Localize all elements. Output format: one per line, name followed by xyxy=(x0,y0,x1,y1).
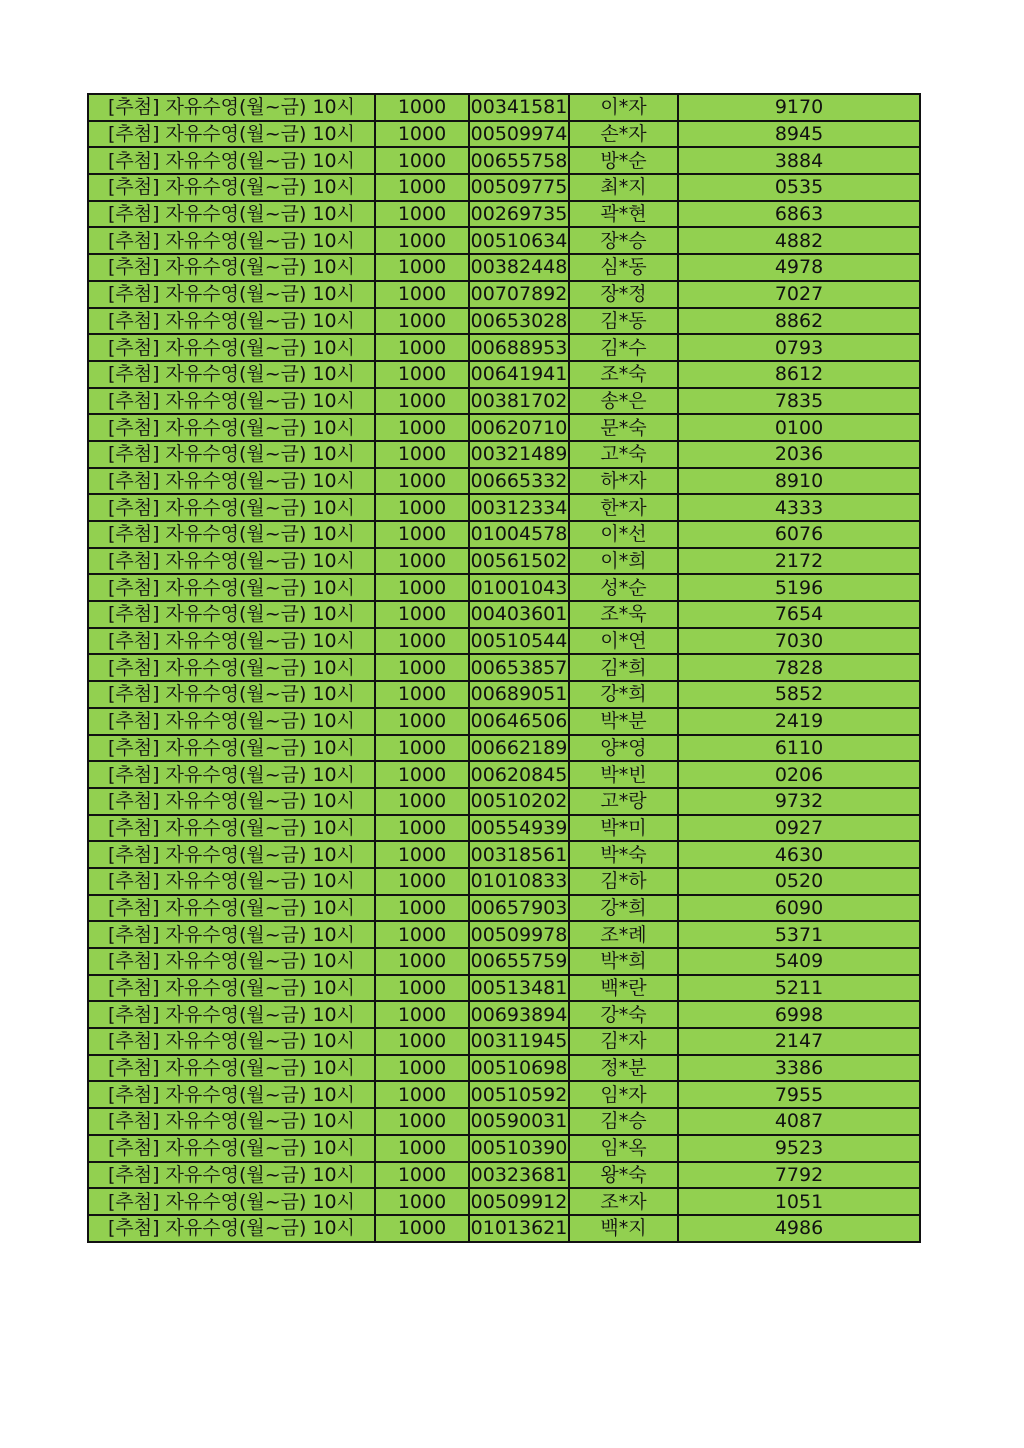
fee-cell: 1000 xyxy=(375,1162,469,1189)
phone-last4-cell: 6076 xyxy=(678,521,920,548)
masked-name-cell: 이*자 xyxy=(569,94,678,121)
table-row xyxy=(88,414,920,441)
fee-cell: 1000 xyxy=(375,1001,469,1028)
phone-last4-cell: 8910 xyxy=(678,468,920,495)
fee-cell: 1000 xyxy=(375,708,469,735)
fee-cell: 1000 xyxy=(375,681,469,708)
member-number-cell: 00646506 xyxy=(469,708,569,735)
program-cell: [추첨] 자유수영(월~금) 10시 xyxy=(88,121,375,148)
fee-cell: 1000 xyxy=(375,654,469,681)
phone-last4-cell: 4978 xyxy=(678,254,920,281)
program-cell: [추첨] 자유수영(월~금) 10시 xyxy=(88,708,375,735)
table-row xyxy=(88,1215,920,1242)
phone-last4-cell: 4630 xyxy=(678,841,920,868)
fee-cell: 1000 xyxy=(375,468,469,495)
phone-last4-cell: 7654 xyxy=(678,601,920,628)
table-row xyxy=(88,521,920,548)
phone-last4-cell: 0927 xyxy=(678,815,920,842)
fee-cell: 1000 xyxy=(375,601,469,628)
table-row xyxy=(88,227,920,254)
fee-cell: 1000 xyxy=(375,628,469,655)
member-number-cell: 00689051 xyxy=(469,681,569,708)
member-number-cell: 00641941 xyxy=(469,361,569,388)
table-row xyxy=(88,494,920,521)
program-cell: [추첨] 자유수영(월~금) 10시 xyxy=(88,1188,375,1215)
member-number-cell: 01013621 xyxy=(469,1215,569,1242)
phone-last4-cell: 0793 xyxy=(678,334,920,361)
table-row xyxy=(88,574,920,601)
program-cell: [추첨] 자유수영(월~금) 10시 xyxy=(88,735,375,762)
program-cell: [추첨] 자유수영(월~금) 10시 xyxy=(88,1055,375,1082)
program-cell: [추첨] 자유수영(월~금) 10시 xyxy=(88,788,375,815)
program-cell: [추첨] 자유수영(월~금) 10시 xyxy=(88,1162,375,1189)
table-row xyxy=(88,921,920,948)
masked-name-cell: 성*순 xyxy=(569,574,678,601)
phone-last4-cell: 5852 xyxy=(678,681,920,708)
masked-name-cell: 강*희 xyxy=(569,681,678,708)
member-number-cell: 00554939 xyxy=(469,815,569,842)
masked-name-cell: 강*숙 xyxy=(569,1001,678,1028)
program-cell: [추첨] 자유수영(월~금) 10시 xyxy=(88,1108,375,1135)
member-number-cell: 00510698 xyxy=(469,1055,569,1082)
phone-last4-cell: 7828 xyxy=(678,654,920,681)
table-row xyxy=(88,1135,920,1162)
phone-last4-cell: 3884 xyxy=(678,147,920,174)
fee-cell: 1000 xyxy=(375,441,469,468)
program-cell: [추첨] 자유수영(월~금) 10시 xyxy=(88,1028,375,1055)
masked-name-cell: 김*하 xyxy=(569,868,678,895)
table-row xyxy=(88,1081,920,1108)
lottery-results-sheet xyxy=(87,93,921,1243)
phone-last4-cell: 2419 xyxy=(678,708,920,735)
program-cell: [추첨] 자유수영(월~금) 10시 xyxy=(88,841,375,868)
masked-name-cell: 손*자 xyxy=(569,121,678,148)
table-row xyxy=(88,147,920,174)
fee-cell: 1000 xyxy=(375,227,469,254)
program-cell: [추첨] 자유수영(월~금) 10시 xyxy=(88,975,375,1002)
program-cell: [추첨] 자유수영(월~금) 10시 xyxy=(88,628,375,655)
program-cell: [추첨] 자유수영(월~금) 10시 xyxy=(88,468,375,495)
phone-last4-cell: 9523 xyxy=(678,1135,920,1162)
program-cell: [추첨] 자유수영(월~금) 10시 xyxy=(88,681,375,708)
program-cell: [추첨] 자유수영(월~금) 10시 xyxy=(88,414,375,441)
table-row xyxy=(88,361,920,388)
masked-name-cell: 정*분 xyxy=(569,1055,678,1082)
phone-last4-cell: 7835 xyxy=(678,388,920,415)
fee-cell: 1000 xyxy=(375,521,469,548)
fee-cell: 1000 xyxy=(375,308,469,335)
masked-name-cell: 박*분 xyxy=(569,708,678,735)
member-number-cell: 00311945 xyxy=(469,1028,569,1055)
table-row xyxy=(88,94,920,121)
phone-last4-cell: 2036 xyxy=(678,441,920,468)
program-cell: [추첨] 자유수영(월~금) 10시 xyxy=(88,361,375,388)
table-row xyxy=(88,601,920,628)
member-number-cell: 00509775 xyxy=(469,174,569,201)
table-row xyxy=(88,735,920,762)
phone-last4-cell: 4882 xyxy=(678,227,920,254)
phone-last4-cell: 3386 xyxy=(678,1055,920,1082)
phone-last4-cell: 7792 xyxy=(678,1162,920,1189)
fee-cell: 1000 xyxy=(375,254,469,281)
fee-cell: 1000 xyxy=(375,281,469,308)
member-number-cell: 00653028 xyxy=(469,308,569,335)
table-row xyxy=(88,1108,920,1135)
program-cell: [추첨] 자유수영(월~금) 10시 xyxy=(88,388,375,415)
member-number-cell: 00655758 xyxy=(469,147,569,174)
program-cell: [추첨] 자유수영(월~금) 10시 xyxy=(88,227,375,254)
member-number-cell: 00688953 xyxy=(469,334,569,361)
phone-last4-cell: 6998 xyxy=(678,1001,920,1028)
program-cell: [추첨] 자유수영(월~금) 10시 xyxy=(88,1081,375,1108)
fee-cell: 1000 xyxy=(375,201,469,228)
member-number-cell: 00382448 xyxy=(469,254,569,281)
phone-last4-cell: 5371 xyxy=(678,921,920,948)
table-row xyxy=(88,654,920,681)
fee-cell: 1000 xyxy=(375,815,469,842)
program-cell: [추첨] 자유수영(월~금) 10시 xyxy=(88,601,375,628)
table-row xyxy=(88,681,920,708)
masked-name-cell: 조*례 xyxy=(569,921,678,948)
fee-cell: 1000 xyxy=(375,868,469,895)
masked-name-cell: 송*은 xyxy=(569,388,678,415)
masked-name-cell: 양*영 xyxy=(569,735,678,762)
program-cell: [추첨] 자유수영(월~금) 10시 xyxy=(88,441,375,468)
table-row xyxy=(88,761,920,788)
member-number-cell: 00590031 xyxy=(469,1108,569,1135)
masked-name-cell: 고*숙 xyxy=(569,441,678,468)
masked-name-cell: 최*지 xyxy=(569,174,678,201)
member-number-cell: 00509978 xyxy=(469,921,569,948)
fee-cell: 1000 xyxy=(375,548,469,575)
phone-last4-cell: 4986 xyxy=(678,1215,920,1242)
fee-cell: 1000 xyxy=(375,494,469,521)
lottery-results-table xyxy=(87,93,921,1243)
fee-cell: 1000 xyxy=(375,94,469,121)
fee-cell: 1000 xyxy=(375,147,469,174)
program-cell: [추첨] 자유수영(월~금) 10시 xyxy=(88,948,375,975)
table-row xyxy=(88,334,920,361)
program-cell: [추첨] 자유수영(월~금) 10시 xyxy=(88,174,375,201)
member-number-cell: 00318561 xyxy=(469,841,569,868)
phone-last4-cell: 4333 xyxy=(678,494,920,521)
phone-last4-cell: 6110 xyxy=(678,735,920,762)
program-cell: [추첨] 자유수영(월~금) 10시 xyxy=(88,761,375,788)
fee-cell: 1000 xyxy=(375,121,469,148)
fee-cell: 1000 xyxy=(375,841,469,868)
fee-cell: 1000 xyxy=(375,361,469,388)
phone-last4-cell: 0535 xyxy=(678,174,920,201)
phone-last4-cell: 0520 xyxy=(678,868,920,895)
table-row xyxy=(88,201,920,228)
masked-name-cell: 하*자 xyxy=(569,468,678,495)
fee-cell: 1000 xyxy=(375,761,469,788)
masked-name-cell: 이*희 xyxy=(569,548,678,575)
member-number-cell: 00662189 xyxy=(469,735,569,762)
masked-name-cell: 장*정 xyxy=(569,281,678,308)
masked-name-cell: 김*승 xyxy=(569,1108,678,1135)
phone-last4-cell: 9170 xyxy=(678,94,920,121)
table-row xyxy=(88,868,920,895)
program-cell: [추첨] 자유수영(월~금) 10시 xyxy=(88,921,375,948)
table-row xyxy=(88,975,920,1002)
member-number-cell: 00561502 xyxy=(469,548,569,575)
member-number-cell: 00513481 xyxy=(469,975,569,1002)
table-row xyxy=(88,388,920,415)
member-number-cell: 00653857 xyxy=(469,654,569,681)
masked-name-cell: 박*미 xyxy=(569,815,678,842)
fee-cell: 1000 xyxy=(375,788,469,815)
member-number-cell: 00312334 xyxy=(469,494,569,521)
fee-cell: 1000 xyxy=(375,1108,469,1135)
table-row xyxy=(88,1001,920,1028)
program-cell: [추첨] 자유수영(월~금) 10시 xyxy=(88,1215,375,1242)
masked-name-cell: 박*희 xyxy=(569,948,678,975)
fee-cell: 1000 xyxy=(375,1215,469,1242)
phone-last4-cell: 6863 xyxy=(678,201,920,228)
member-number-cell: 01004578 xyxy=(469,521,569,548)
masked-name-cell: 조*자 xyxy=(569,1188,678,1215)
member-number-cell: 00620710 xyxy=(469,414,569,441)
fee-cell: 1000 xyxy=(375,174,469,201)
table-row xyxy=(88,815,920,842)
table-row xyxy=(88,1028,920,1055)
program-cell: [추첨] 자유수영(월~금) 10시 xyxy=(88,654,375,681)
table-row xyxy=(88,628,920,655)
member-number-cell: 00510544 xyxy=(469,628,569,655)
masked-name-cell: 임*옥 xyxy=(569,1135,678,1162)
member-number-cell: 00620845 xyxy=(469,761,569,788)
table-body xyxy=(88,94,920,1242)
phone-last4-cell: 7955 xyxy=(678,1081,920,1108)
fee-cell: 1000 xyxy=(375,574,469,601)
program-cell: [추첨] 자유수영(월~금) 10시 xyxy=(88,868,375,895)
program-cell: [추첨] 자유수영(월~금) 10시 xyxy=(88,1001,375,1028)
table-row xyxy=(88,895,920,922)
member-number-cell: 01001043 xyxy=(469,574,569,601)
fee-cell: 1000 xyxy=(375,735,469,762)
masked-name-cell: 이*연 xyxy=(569,628,678,655)
program-cell: [추첨] 자유수영(월~금) 10시 xyxy=(88,281,375,308)
masked-name-cell: 백*지 xyxy=(569,1215,678,1242)
member-number-cell: 00707892 xyxy=(469,281,569,308)
member-number-cell: 00323681 xyxy=(469,1162,569,1189)
phone-last4-cell: 5211 xyxy=(678,975,920,1002)
phone-last4-cell: 7030 xyxy=(678,628,920,655)
masked-name-cell: 한*자 xyxy=(569,494,678,521)
fee-cell: 1000 xyxy=(375,1188,469,1215)
phone-last4-cell: 4087 xyxy=(678,1108,920,1135)
masked-name-cell: 방*순 xyxy=(569,147,678,174)
phone-last4-cell: 7027 xyxy=(678,281,920,308)
program-cell: [추첨] 자유수영(월~금) 10시 xyxy=(88,895,375,922)
member-number-cell: 00269735 xyxy=(469,201,569,228)
program-cell: [추첨] 자유수영(월~금) 10시 xyxy=(88,815,375,842)
member-number-cell: 00693894 xyxy=(469,1001,569,1028)
member-number-cell: 00510634 xyxy=(469,227,569,254)
table-row xyxy=(88,788,920,815)
member-number-cell: 00510592 xyxy=(469,1081,569,1108)
program-cell: [추첨] 자유수영(월~금) 10시 xyxy=(88,574,375,601)
program-cell: [추첨] 자유수영(월~금) 10시 xyxy=(88,94,375,121)
masked-name-cell: 곽*현 xyxy=(569,201,678,228)
table-row xyxy=(88,708,920,735)
fee-cell: 1000 xyxy=(375,1081,469,1108)
member-number-cell: 00381702 xyxy=(469,388,569,415)
fee-cell: 1000 xyxy=(375,414,469,441)
phone-last4-cell: 8945 xyxy=(678,121,920,148)
masked-name-cell: 심*동 xyxy=(569,254,678,281)
program-cell: [추첨] 자유수영(월~금) 10시 xyxy=(88,334,375,361)
member-number-cell: 00341581 xyxy=(469,94,569,121)
table-row xyxy=(88,468,920,495)
masked-name-cell: 백*란 xyxy=(569,975,678,1002)
table-row xyxy=(88,441,920,468)
member-number-cell: 00403601 xyxy=(469,601,569,628)
phone-last4-cell: 8612 xyxy=(678,361,920,388)
phone-last4-cell: 1051 xyxy=(678,1188,920,1215)
member-number-cell: 01010833 xyxy=(469,868,569,895)
program-cell: [추첨] 자유수영(월~금) 10시 xyxy=(88,201,375,228)
phone-last4-cell: 0206 xyxy=(678,761,920,788)
fee-cell: 1000 xyxy=(375,388,469,415)
table-row xyxy=(88,841,920,868)
table-row xyxy=(88,948,920,975)
member-number-cell: 00665332 xyxy=(469,468,569,495)
fee-cell: 1000 xyxy=(375,975,469,1002)
table-row xyxy=(88,121,920,148)
table-row xyxy=(88,174,920,201)
member-number-cell: 00510202 xyxy=(469,788,569,815)
masked-name-cell: 김*동 xyxy=(569,308,678,335)
masked-name-cell: 조*욱 xyxy=(569,601,678,628)
table-row xyxy=(88,254,920,281)
table-row xyxy=(88,308,920,335)
member-number-cell: 00321489 xyxy=(469,441,569,468)
table-row xyxy=(88,548,920,575)
masked-name-cell: 이*선 xyxy=(569,521,678,548)
table-row xyxy=(88,1055,920,1082)
program-cell: [추첨] 자유수영(월~금) 10시 xyxy=(88,548,375,575)
program-cell: [추첨] 자유수영(월~금) 10시 xyxy=(88,308,375,335)
masked-name-cell: 문*숙 xyxy=(569,414,678,441)
masked-name-cell: 박*빈 xyxy=(569,761,678,788)
phone-last4-cell: 5409 xyxy=(678,948,920,975)
fee-cell: 1000 xyxy=(375,921,469,948)
phone-last4-cell: 9732 xyxy=(678,788,920,815)
fee-cell: 1000 xyxy=(375,895,469,922)
member-number-cell: 00510390 xyxy=(469,1135,569,1162)
masked-name-cell: 고*랑 xyxy=(569,788,678,815)
phone-last4-cell: 2147 xyxy=(678,1028,920,1055)
program-cell: [추첨] 자유수영(월~금) 10시 xyxy=(88,1135,375,1162)
program-cell: [추첨] 자유수영(월~금) 10시 xyxy=(88,147,375,174)
fee-cell: 1000 xyxy=(375,334,469,361)
phone-last4-cell: 8862 xyxy=(678,308,920,335)
fee-cell: 1000 xyxy=(375,1135,469,1162)
program-cell: [추첨] 자유수영(월~금) 10시 xyxy=(88,494,375,521)
member-number-cell: 00655759 xyxy=(469,948,569,975)
masked-name-cell: 장*승 xyxy=(569,227,678,254)
member-number-cell: 00509974 xyxy=(469,121,569,148)
member-number-cell: 00509912 xyxy=(469,1188,569,1215)
phone-last4-cell: 5196 xyxy=(678,574,920,601)
program-cell: [추첨] 자유수영(월~금) 10시 xyxy=(88,254,375,281)
masked-name-cell: 강*희 xyxy=(569,895,678,922)
fee-cell: 1000 xyxy=(375,948,469,975)
phone-last4-cell: 6090 xyxy=(678,895,920,922)
member-number-cell: 00657903 xyxy=(469,895,569,922)
phone-last4-cell: 2172 xyxy=(678,548,920,575)
masked-name-cell: 임*자 xyxy=(569,1081,678,1108)
table-row xyxy=(88,1162,920,1189)
masked-name-cell: 김*희 xyxy=(569,654,678,681)
masked-name-cell: 김*수 xyxy=(569,334,678,361)
masked-name-cell: 조*숙 xyxy=(569,361,678,388)
program-cell: [추첨] 자유수영(월~금) 10시 xyxy=(88,521,375,548)
masked-name-cell: 박*숙 xyxy=(569,841,678,868)
table-row xyxy=(88,281,920,308)
fee-cell: 1000 xyxy=(375,1055,469,1082)
masked-name-cell: 김*자 xyxy=(569,1028,678,1055)
phone-last4-cell: 0100 xyxy=(678,414,920,441)
table-row xyxy=(88,1188,920,1215)
fee-cell: 1000 xyxy=(375,1028,469,1055)
masked-name-cell: 왕*숙 xyxy=(569,1162,678,1189)
